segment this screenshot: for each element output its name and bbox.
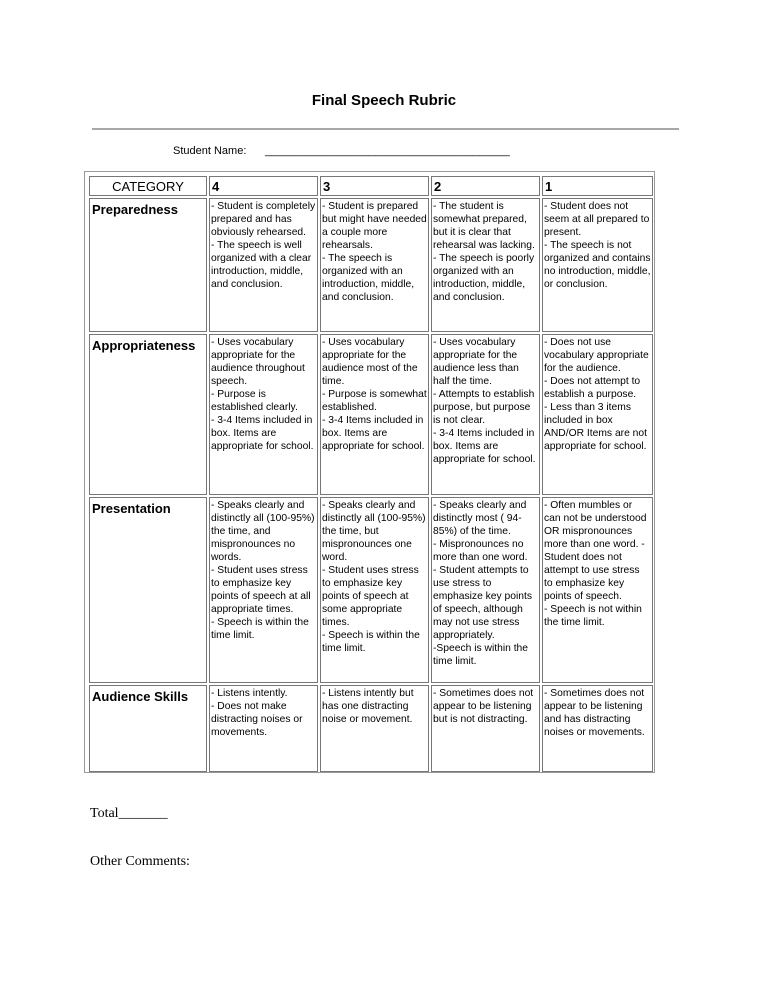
- category-label: Audience Skills: [89, 685, 207, 772]
- total-score-line: Total_______: [90, 806, 168, 821]
- header-score-3: 3: [320, 176, 429, 196]
- criteria-cell: - Sometimes does not appear to be listening but is not distracting.: [431, 685, 540, 772]
- criteria-cell: - Sometimes does not appear to be listening and has distracting noises or movements.: [542, 685, 653, 772]
- rubric-row-presentation: [89, 497, 653, 683]
- criteria-cell: - The student is somewhat prepared, but it is clear that rehearsal was lacking. - The speech is poorly organized with an introduction, middle, and conclusion.: [431, 198, 540, 332]
- criteria-cell: - Does not use vocabulary appropriate for the audience. - Does not attempt to establish a purpose. - Less than 3 items included in box AND/OR Items are not appropriate for school.: [542, 334, 653, 495]
- criteria-cell: - Speaks clearly and distinctly most ( 94-85%) of the time. - Mispronounces no more than one word. - Student attempts to use stress to emphasize key points of speech, although may not use stress appropriately. -Speech is within the time limit.: [431, 497, 540, 683]
- other-comments-label: Other Comments:: [90, 854, 190, 869]
- criteria-cell: - Student does not seem at all prepared to present. - The speech is not organized and contains no introduction, middle, or conclusion.: [542, 198, 653, 332]
- criteria-cell: - Speaks clearly and distinctly all (100-95%) the time, and mispronounces no words. - Student uses stress to emphasize key points of speech at all appropriate times. - Speech is within the time limit.: [209, 497, 318, 683]
- rubric-row-audience-skills: [89, 685, 653, 772]
- criteria-cell: - Listens intently but has one distracting noise or movement.: [320, 685, 429, 772]
- header-score-2: 2: [431, 176, 540, 196]
- category-label: Preparedness: [89, 198, 207, 332]
- student-name-field: [173, 145, 510, 157]
- rubric-table-frame: [84, 171, 655, 773]
- rubric-table: [87, 174, 655, 774]
- rubric-row-preparedness: [89, 198, 653, 332]
- criteria-cell: - Listens intently. - Does not make distracting noises or movements.: [209, 685, 318, 772]
- criteria-cell: - Speaks clearly and distinctly all (100-95%) the time, but mispronounces one word. - Student uses stress to emphasize key points of speech at some appropriate times. - Speech is within the time limit.: [320, 497, 429, 683]
- header-score-4: 4: [209, 176, 318, 196]
- criteria-cell: - Uses vocabulary appropriate for the audience throughout speech. - Purpose is established clearly. - 3-4 Items included in box. Items are appropriate for school.: [209, 334, 318, 495]
- criteria-cell: - Uses vocabulary appropriate for the audience less than half the time. - Attempts to establish purpose, but purpose is not clear. - 3-4 Items included in box. Items are appropriate for school.: [431, 334, 540, 495]
- header-category: CATEGORY: [89, 176, 207, 196]
- criteria-cell: - Student is prepared but might have needed a couple more rehearsals. - The speech is organized with an introduction, middle, and conclusion.: [320, 198, 429, 332]
- category-label: Appropriateness: [89, 334, 207, 495]
- page-title: Final Speech Rubric: [311, 92, 457, 109]
- header-score-1: 1: [542, 176, 653, 196]
- student-name-line: ________________________________________: [265, 145, 510, 157]
- student-name-label: Student Name:: [173, 145, 247, 157]
- title-divider: [92, 128, 679, 130]
- criteria-cell: - Student is completely prepared and has obviously rehearsed. - The speech is well organized with a clear introduction, middle, and conclusion.: [209, 198, 318, 332]
- category-label: Presentation: [89, 497, 207, 683]
- criteria-cell: - Often mumbles or can not be understood OR mispronounces more than one word. - Student does not attempt to use stress to emphasize key points of speech. - Speech is not within the time limit.: [542, 497, 653, 683]
- rubric-row-appropriateness: [89, 334, 653, 495]
- criteria-cell: - Uses vocabulary appropriate for the audience most of the time. - Purpose is somewhat established. - 3-4 Items included in box. Items are appropriate for school.: [320, 334, 429, 495]
- rubric-header-row: [89, 176, 653, 196]
